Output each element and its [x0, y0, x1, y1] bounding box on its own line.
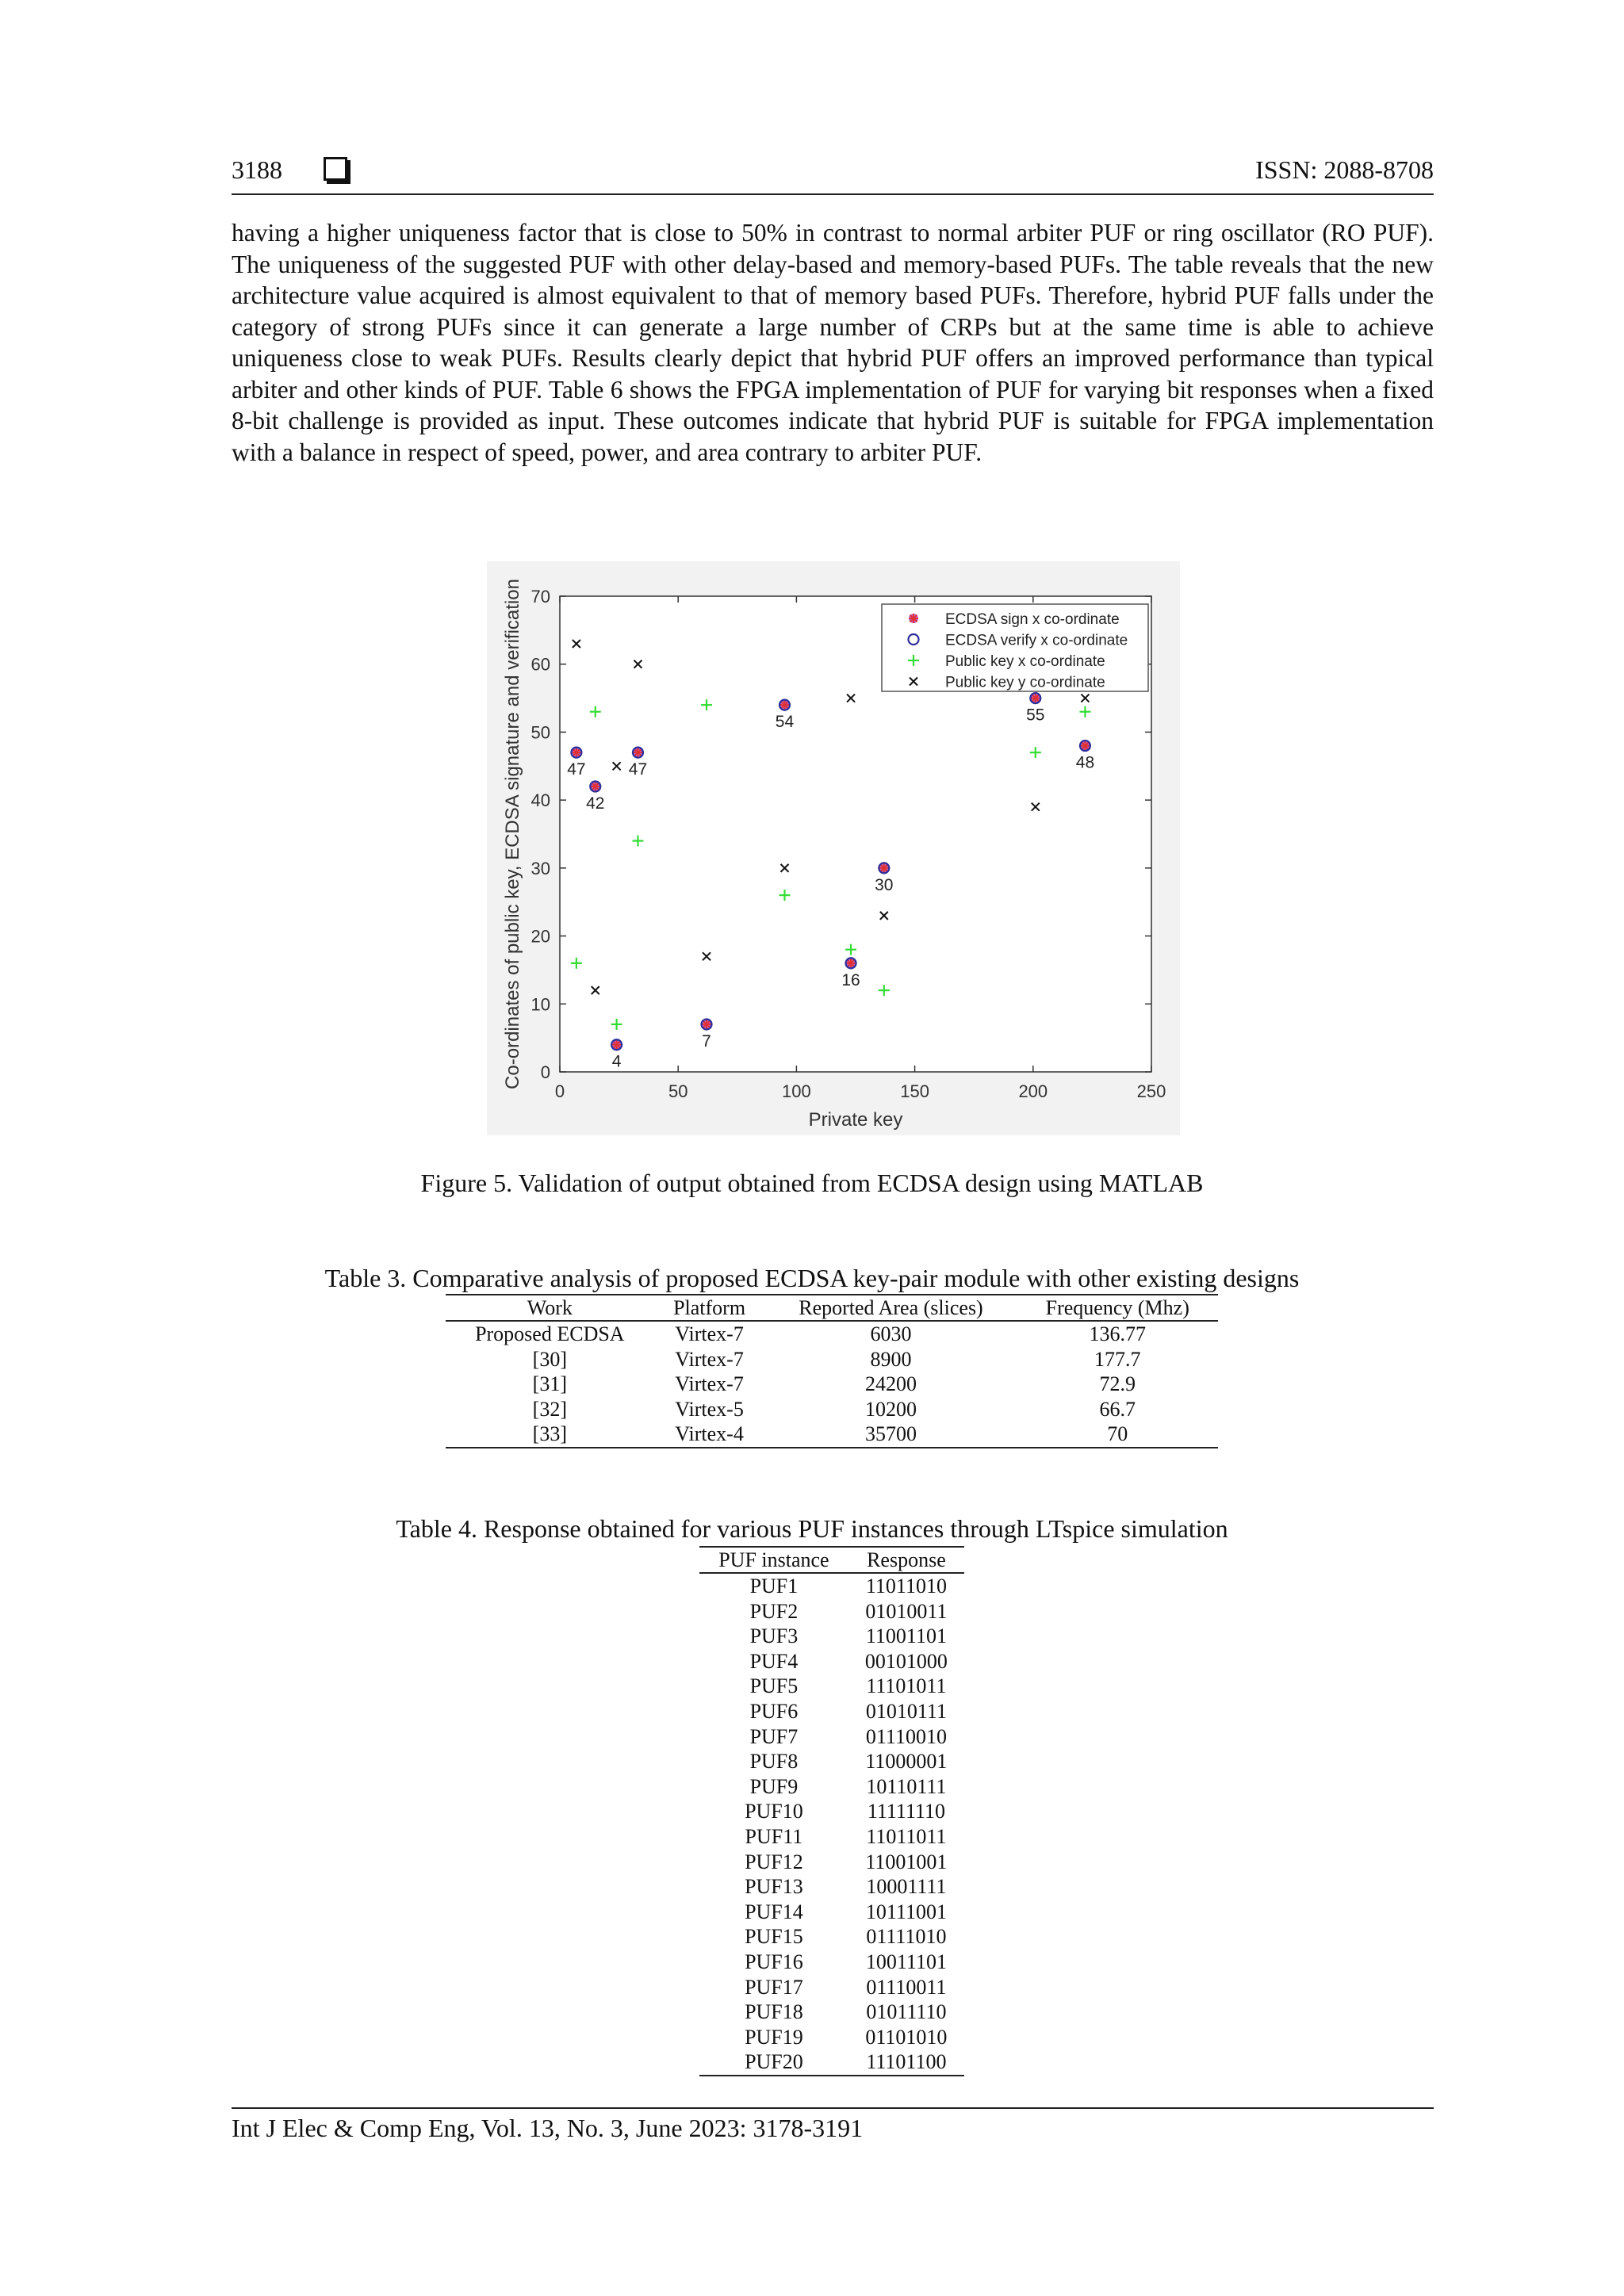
table-4-row: [699, 1599, 964, 1624]
table-4-header-cell: PUF instance: [699, 1547, 848, 1573]
x-tick-label: 250: [1136, 1081, 1166, 1101]
table-4-cell: PUF11: [745, 1824, 803, 1848]
data-label: 7: [702, 1032, 711, 1050]
page-footer: [232, 2107, 1434, 2143]
table-4-caption: Table 4. Response obtained for various PUF instances through LTspice simulation: [396, 1514, 1228, 1543]
table-3-header-cell: Reported Area (slices): [764, 1295, 1017, 1321]
table-4-cell: PUF10: [745, 1800, 803, 1823]
table-4-cell: PUF13: [745, 1875, 803, 1899]
table-4-row: [699, 2049, 964, 2076]
data-label: 55: [1026, 706, 1045, 725]
table-4-cell: 01011110: [866, 2000, 947, 2024]
table-4-cell: 10111001: [865, 1900, 947, 1923]
table-4-cell: PUF15: [745, 1925, 803, 1949]
table-4-cell: PUF14: [745, 1900, 803, 1923]
footer-citation: Int J Elec & Comp Eng, Vol. 13, No. 3, June 2023: 3178-3191: [232, 2114, 864, 2142]
table-4-row: [699, 1874, 964, 1900]
table-4-cell: 10001111: [866, 1875, 947, 1899]
table-4-row: [699, 1699, 964, 1724]
table-4-header-cell: Response: [848, 1547, 964, 1573]
y-tick-label: 60: [530, 654, 550, 675]
table-4-cell: 01010011: [865, 1599, 948, 1623]
table-4-row: [699, 1724, 964, 1750]
table-3-header-row: [446, 1295, 1218, 1321]
table-3-header-cell: Platform: [654, 1295, 765, 1321]
table-4-cell: 01111010: [866, 1925, 947, 1949]
table-4-cell: PUF1: [749, 1575, 799, 1598]
table-3-cell: Virtex-7: [675, 1347, 744, 1371]
table-3-caption: Table 3. Comparative analysis of proposed ECDSA key-pair module with other existing designs: [324, 1264, 1300, 1292]
table-3-cell: 10200: [864, 1397, 917, 1421]
data-label: 42: [586, 794, 605, 813]
table-3-cell: 136.77: [1089, 1322, 1146, 1345]
data-label: 16: [841, 970, 860, 989]
table-3-cell: 177.7: [1094, 1347, 1141, 1371]
figure-5-caption: Figure 5. Validation of output obtained from ECDSA design using MATLAB: [420, 1169, 1204, 1197]
data-label: 4: [611, 1052, 622, 1071]
body-paragraph: having a higher uniqueness factor that is close to 50% in contrast to normal arbiter PUF or ring oscillator (RO PUF). The uniqueness of the suggested PUF with other delay-based and memory-based PUFs. The table reveals that the new architecture value acquired is almost equivalent to that of memory based PUFs. Therefore, hybrid PUF falls under the category of strong PUFs since it can generate a large number of CRPs but at the same time is able to achieve uniqueness close to weak PUFs. Results clearly depict that hybrid PUF offers an improved performance than typical arbiter and other kinds of PUF. Table 6 shows the FPGA implementation of PUF for varying bit responses when a fixed 8-bit challenge is provided as input. These outcomes indicate that hybrid PUF is suitable for FPGA implementation with a balance in respect of speed, power, and area contrary to arbiter PUF.: [232, 219, 1434, 466]
table-3: [446, 1294, 1218, 1448]
table-4-row: [699, 1674, 964, 1699]
table-3-row: [446, 1422, 1218, 1448]
legend-entry: ECDSA verify x co-ordinate: [945, 632, 1128, 649]
table-4-row: [699, 1824, 964, 1850]
table-3-cell: Virtex-7: [675, 1322, 744, 1345]
y-axis-label: Co-ordinates of public key, ECDSA signature and verification: [502, 579, 523, 1089]
y-tick-label: 50: [530, 722, 550, 743]
table-4-cell: 11000001: [865, 1750, 948, 1774]
data-label: 54: [775, 713, 795, 732]
table-4-row: [699, 1900, 964, 1925]
table-3-cell: [32]: [532, 1397, 567, 1421]
data-label: 47: [567, 760, 586, 779]
table-4-cell: PUF6: [749, 1699, 799, 1723]
table-4-row: [699, 1774, 964, 1800]
table-4-cell: 11011010: [865, 1575, 947, 1598]
table-4-cell: 11001001: [865, 1850, 948, 1873]
table-3-cell: Proposed ECDSA: [475, 1322, 625, 1345]
x-axis-label: Private key: [808, 1109, 903, 1131]
table-4-row: [699, 1624, 964, 1649]
table-4-cell: 11111110: [867, 1800, 946, 1823]
table-3-row: [446, 1347, 1218, 1372]
table-3-cell: 6030: [870, 1322, 912, 1345]
table-4-cell: PUF5: [749, 1674, 799, 1698]
table-3-cell: 8900: [870, 1347, 912, 1371]
table-3-cell: 72.9: [1099, 1372, 1136, 1396]
x-tick-label: 150: [900, 1081, 929, 1101]
table-4-row: [699, 1749, 964, 1774]
y-tick-label: 40: [530, 790, 550, 811]
y-tick-label: 10: [530, 994, 550, 1015]
data-label: 48: [1075, 753, 1095, 772]
table-4-cell: PUF19: [745, 2025, 803, 2049]
table-3-cell: 35700: [764, 1422, 1017, 1448]
table-4: [699, 1546, 964, 2076]
legend-entry: Public key y co-ordinate: [945, 674, 1105, 691]
x-tick-label: 0: [554, 1081, 565, 1101]
legend-entry: ECDSA sign x co-ordinate: [945, 611, 1120, 628]
data-label: 47: [628, 760, 648, 779]
table-4-cell: PUF4: [749, 1649, 799, 1673]
table-4-cell: 01101010: [865, 2025, 948, 2049]
table-4-row: [699, 1999, 964, 2025]
x-tick-label: 50: [668, 1081, 688, 1101]
figure-5: [487, 561, 1180, 1135]
table-4-cell: 11101011: [866, 1674, 947, 1698]
table-3-row: [446, 1372, 1218, 1397]
table-4-cell: PUF3: [749, 1624, 799, 1648]
table-4-cell: 01110010: [865, 1724, 947, 1748]
table-4-cell: 10011101: [865, 1950, 947, 1973]
table-4-cell: PUF2: [749, 1599, 799, 1623]
x-tick-label: 200: [1018, 1081, 1048, 1101]
table-4-cell: PUF7: [749, 1724, 799, 1748]
table-3-cell: Virtex-5: [675, 1397, 744, 1421]
table-4-cell: 01110011: [866, 1975, 947, 1999]
scatter-chart: [487, 561, 1180, 1135]
table-3-row: [446, 1321, 1218, 1347]
table-4-header-row: [699, 1547, 964, 1573]
table-4-row: [699, 1573, 964, 1599]
table-4-cell: PUF20: [699, 2049, 848, 2076]
table-4-cell: 11011011: [866, 1824, 947, 1848]
table-4-cell: 11001101: [865, 1624, 947, 1648]
table-3-cell: 24200: [864, 1372, 917, 1396]
table-3-cell: Virtex-4: [654, 1422, 765, 1448]
table-3-cell: 70: [1017, 1422, 1219, 1448]
y-tick-label: 0: [540, 1062, 550, 1082]
table-4-row: [699, 1924, 964, 1950]
table-3-cell: [33]: [446, 1422, 654, 1448]
table-4-cell: 00101000: [864, 1649, 948, 1673]
table-4-row: [699, 1799, 964, 1824]
table-3-header-cell: Frequency (Mhz): [1017, 1295, 1219, 1321]
issn: ISSN: 2088-8708: [1255, 155, 1434, 184]
table-4-cell: 01010111: [865, 1699, 947, 1723]
table-3-cell: 66.7: [1099, 1397, 1136, 1421]
square-bullet-icon: [324, 157, 347, 181]
data-label: 30: [875, 875, 894, 894]
table-4-cell: 11101100: [848, 2049, 964, 2076]
page-header: [232, 154, 1434, 195]
page-number: 3188: [232, 155, 282, 184]
table-4-cell: PUF12: [745, 1850, 803, 1873]
table-4-row: [699, 2025, 964, 2050]
table-3-row: [446, 1397, 1218, 1422]
y-tick-label: 20: [530, 926, 550, 947]
table-4-cell: PUF8: [749, 1750, 799, 1774]
y-tick-label: 30: [530, 858, 550, 878]
table-4-row: [699, 1975, 964, 2000]
table-3-cell: [31]: [532, 1372, 567, 1396]
table-4-cell: PUF16: [745, 1950, 803, 1973]
y-tick-label: 70: [530, 587, 550, 607]
table-4-cell: PUF17: [745, 1975, 803, 1999]
table-4-row: [699, 1649, 964, 1674]
table-4-cell: PUF18: [745, 2000, 803, 2024]
table-3-cell: [30]: [532, 1347, 567, 1371]
table-4-cell: PUF9: [749, 1774, 799, 1798]
table-3-header-cell: Work: [446, 1295, 654, 1321]
table-3-cell: Virtex-7: [675, 1372, 744, 1396]
table-4-cell: 10110111: [866, 1774, 947, 1798]
legend-entry: Public key x co-ordinate: [945, 653, 1105, 670]
table-4-row: [699, 1850, 964, 1875]
x-tick-label: 100: [782, 1081, 811, 1101]
legend-marker: [909, 614, 918, 623]
table-4-row: [699, 1950, 964, 1975]
